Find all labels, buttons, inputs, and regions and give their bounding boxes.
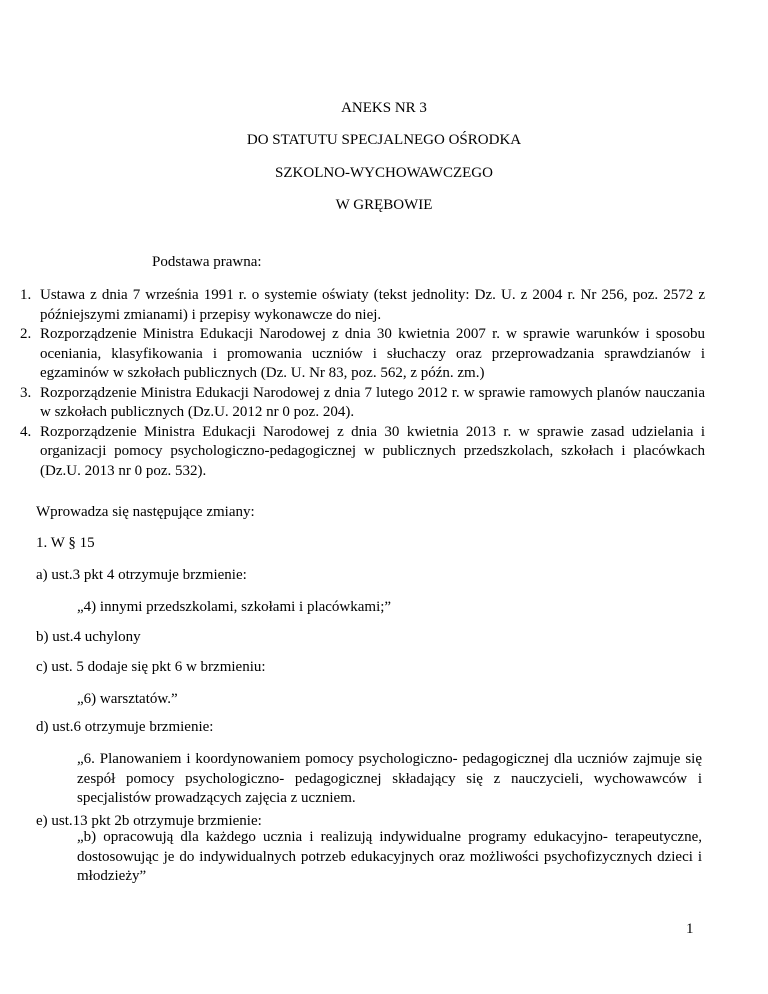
legal-basis-list xyxy=(20,286,705,481)
change-d-quote: „6. Planowaniem i koordynowaniem pomocy psychologiczno- pedagogicznej dla uczniów zajmuje się zespół pomocy psychologiczno- pedagogicznej składający się z nauczycieli, wychowawców i specjalistów prowadzących zajęcia z uczniem. xyxy=(77,751,702,806)
legal-basis-heading: Podstawa prawna: xyxy=(152,254,262,270)
change-e-label: e) ust.13 pkt 2b otrzymuje brzmienie: xyxy=(36,813,262,829)
title-line-4: W GRĘBOWIE xyxy=(335,197,433,213)
change-e-quote: „b) opracowują dla każdego ucznia i realizują indywidualne programy edukacyjno- terapeutyczne, dostosowując je do indywidualnych potrzeb edukacyjnych oraz możliwości psychofizycznych dzieci i młodzieży” xyxy=(77,829,702,884)
item-number: 2. xyxy=(20,326,32,342)
change-b-label: b) ust.4 uchylony xyxy=(36,629,141,645)
legal-basis-item xyxy=(20,423,705,482)
item-number: 1. xyxy=(20,287,32,303)
legal-basis-item xyxy=(20,325,705,384)
item-text: Ustawa z dnia 7 września 1991 r. o systemie oświaty (tekst jednolity: Dz. U. z 2004 r. Nr 256, poz. 2572 z późniejszymi zmianami) i przepisy wykonawcze do niej. xyxy=(40,287,705,323)
title-line-3: SZKOLNO-WYCHOWAWCZEGO xyxy=(275,165,493,181)
changes-intro: Wprowadza się następujące zmiany: xyxy=(36,504,255,520)
item-number: 3. xyxy=(20,384,32,401)
section-heading: 1. W § 15 xyxy=(36,535,95,551)
change-c-label: c) ust. 5 dodaje się pkt 6 w brzmieniu: xyxy=(36,659,266,675)
legal-basis-item xyxy=(20,384,705,423)
item-text: Rozporządzenie Ministra Edukacji Narodowej z dnia 30 kwietnia 2007 r. w sprawie warunków i sposobu oceniania, klasyfikowania i promowania uczniów i słuchaczy oraz przeprowadzania sprawdzianów i egzaminów w szkołach publicznych (Dz. U. Nr 83, poz. 562, z późn. zm.) xyxy=(40,326,705,381)
legal-basis-item xyxy=(20,286,705,325)
change-c-quote: „6) warsztatów.” xyxy=(77,691,178,707)
change-a-quote: „4) innymi przedszkolami, szkołami i placówkami;” xyxy=(77,599,392,615)
title-line-1: ANEKS NR 3 xyxy=(341,100,427,116)
item-number: 4. xyxy=(20,423,32,440)
item-text: Rozporządzenie Ministra Edukacji Narodowej z dnia 30 kwietnia 2013 r. w sprawie zasad udzielania i organizacji pomocy psychologiczno-pedagogicznej w publicznych przedszkolach, szkołach i placówkach (Dz.U. 2013 nr 0 poz. 532). xyxy=(40,423,705,479)
page-number: 1 xyxy=(686,921,694,937)
item-text: Rozporządzenie Ministra Edukacji Narodowej z dnia 7 lutego 2012 r. w sprawie ramowych planów nauczania w szkołach publicznych (Dz.U. 2012 nr 0 poz. 204). xyxy=(40,384,705,420)
change-a-label: a) ust.3 pkt 4 otrzymuje brzmienie: xyxy=(36,567,247,583)
change-d-label: d) ust.6 otrzymuje brzmienie: xyxy=(36,719,214,735)
title-line-2: DO STATUTU SPECJALNEGO OŚRODKA xyxy=(246,132,522,148)
